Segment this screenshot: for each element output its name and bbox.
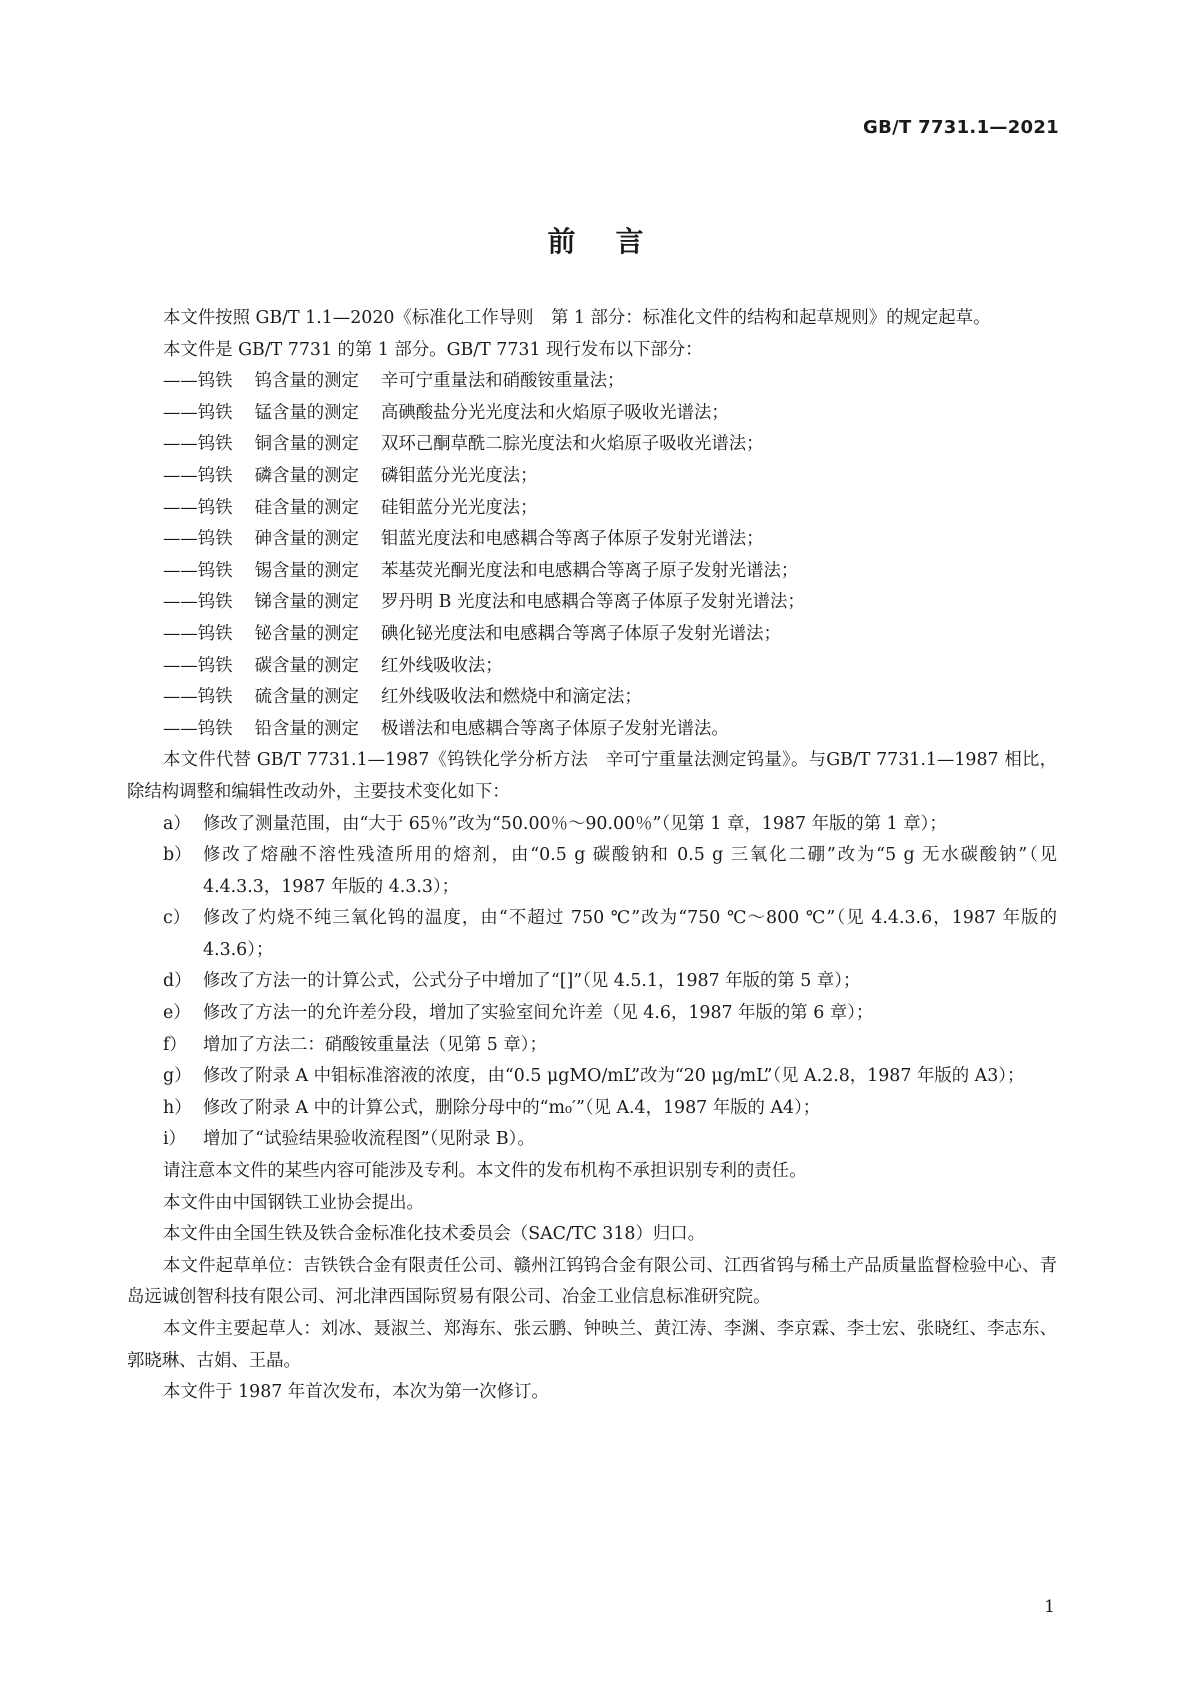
part-element: 锰含量的测定: [254, 402, 359, 423]
part-method: 罗丹明 B 光度法和电感耦合等离子体原子发射光谱法；: [380, 592, 805, 613]
change-text: 修改了附录 A 中钼标准溶液的浓度，由“0.5 μgMO/mL”改为“20 μg/mL”（见 A.2.8，1987 年版的 A3）；: [203, 1066, 1025, 1087]
closing-paragraph: 本文件由中国钢铁工业协会提出。: [163, 1192, 424, 1213]
part-product: ——钨铁: [163, 687, 233, 708]
part-item: [127, 556, 1057, 588]
part-element: 锡含量的测定: [254, 560, 359, 581]
change-text: 修改了熔融不溶性残渣所用的熔剂，由“0.5 g 碳酸钠和 0.5 g 三氧化二硼”改为“5 g 无水碳酸钠”（见 4.4.3.3，1987 年版的 4.3.3）；: [203, 845, 1057, 897]
parts-list: [127, 366, 1057, 745]
part-item: [127, 366, 1057, 398]
part-product: ——钨铁: [163, 402, 233, 423]
part-element: 硅含量的测定: [254, 497, 359, 518]
part-element: 磷含量的测定: [254, 465, 359, 486]
part-product: ——钨铁: [163, 529, 233, 550]
closing-paragraph: 本文件于 1987 年首次发布，本次为第一次修订。: [163, 1382, 549, 1403]
part-product: ——钨铁: [163, 560, 233, 581]
part-item: [127, 429, 1057, 461]
part-method: 双环己酮草酰二腙光度法和火焰原子吸收光谱法；: [380, 434, 764, 455]
change-item: [127, 1124, 1057, 1156]
change-item: [127, 840, 1057, 903]
page-number: 1: [1044, 1597, 1055, 1617]
part-item: [127, 493, 1057, 525]
replace-paragraph: 本文件代替 GB/T 7731.1—1987《钨铁化学分析方法 辛可宁重量法测定钨量》。与GB/T 7731.1—1987 相比，除结构调整和编辑性改动外，主要技术变化如下：: [127, 750, 1057, 802]
part-element: 砷含量的测定: [254, 529, 359, 550]
part-element: 铜含量的测定: [254, 434, 359, 455]
change-label: c）: [163, 908, 191, 929]
change-label: b）: [163, 845, 192, 866]
change-label: h）: [163, 1097, 192, 1118]
part-product: ——钨铁: [163, 434, 233, 455]
part-item: [127, 651, 1057, 683]
part-product: ——钨铁: [163, 718, 233, 739]
part-product: ——钨铁: [163, 497, 233, 518]
change-item: [127, 809, 1057, 841]
part-item: [127, 398, 1057, 430]
page-title: 前言: [547, 225, 684, 258]
change-item: [127, 998, 1057, 1030]
part-element: 铅含量的测定: [254, 718, 359, 739]
part-element: 锑含量的测定: [254, 592, 359, 613]
part-item: [127, 587, 1057, 619]
part-product: ——钨铁: [163, 655, 233, 676]
part-product: ——钨铁: [163, 592, 233, 613]
part-product: ——钨铁: [163, 465, 233, 486]
part-method: 硅钼蓝分光光度法；: [380, 497, 538, 518]
change-item: [127, 1093, 1057, 1125]
change-label: e）: [163, 1003, 191, 1024]
standard-number: GB/T 7731.1—2021: [863, 117, 1059, 138]
part-product: ——钨铁: [163, 623, 233, 644]
closing-paragraph: 本文件起草单位：吉铁铁合金有限责任公司、赣州江钨钨合金有限公司、江西省钨与稀土产品质量监督检验中心、青岛远诚创智科技有限公司、河北津西国际贸易有限公司、冶金工业信息标准研究院。: [127, 1255, 1057, 1308]
part-method: 磷钼蓝分光光度法；: [380, 465, 538, 486]
part-item: [127, 461, 1057, 493]
change-text: 修改了灼烧不纯三氧化钨的温度，由“不超过 750 ℃”改为“750 ℃～800 ℃”（见 4.4.3.6，1987 年版的 4.3.6）；: [203, 908, 1057, 960]
part-method: 苯基荧光酮光度法和电感耦合等离子原子发射光谱法；: [380, 560, 799, 581]
part-method: 钼蓝光度法和电感耦合等离子体原子发射光谱法；: [380, 529, 764, 550]
part-method: 高碘酸盐分光光度法和火焰原子吸收光谱法；: [380, 402, 729, 423]
change-label: f）: [163, 1034, 187, 1055]
part-method: 红外线吸收法和燃烧中和滴定法；: [380, 687, 642, 708]
closing-paragraph: 本文件由全国生铁及铁合金标准化技术委员会（SAC/TC 318）归口。: [163, 1224, 706, 1245]
part-element: 硫含量的测定: [254, 687, 359, 708]
part-item: [127, 619, 1057, 651]
part-method: 辛可宁重量法和硝酸铵重量法；: [380, 371, 625, 392]
change-label: d）: [163, 971, 192, 992]
part-method: 极谱法和电感耦合等离子体原子发射光谱法。: [380, 718, 729, 739]
part-method: 红外线吸收法；: [380, 655, 503, 676]
change-item: [127, 1061, 1057, 1093]
part-item: [127, 524, 1057, 556]
part-item: [127, 714, 1057, 746]
change-text: 修改了方法一的计算公式，公式分子中增加了“[]”（见 4.5.1，1987 年版的第 5 章）；: [203, 971, 861, 992]
change-text: 修改了附录 A 中的计算公式，删除分母中的“m₀′”（见 A.4，1987 年版的 A4）；: [203, 1097, 821, 1118]
document-body: [127, 303, 1057, 1409]
change-text: 增加了方法二：硝酸铵重量法（见第 5 章）；: [203, 1034, 547, 1055]
closing-paragraph: 本文件主要起草人：刘冰、聂淑兰、郑海东、张云鹏、钟映兰、黄江涛、李渊、李京霖、李士宏、张晓红、李志东、郭晓琳、古娟、王晶。: [127, 1319, 1057, 1371]
change-text: 修改了测量范围，由“大于 65％”改为“50.00％～90.00％”（见第 1 章，1987 年版的第 1 章）；: [203, 813, 947, 834]
intro-paragraph: 本文件按照 GB/T 1.1—2020《标准化工作导则 第 1 部分：标准化文件的结构和起草规则》的规定起草。: [163, 308, 991, 328]
part-item: [127, 682, 1057, 714]
closing-paragraph: 请注意本文件的某些内容可能涉及专利。本文件的发布机构不承担识别专利的责任。: [163, 1161, 807, 1182]
part-method: 碘化铋光度法和电感耦合等离子体原子发射光谱法；: [380, 623, 781, 644]
part-element: 钨含量的测定: [254, 371, 359, 392]
change-text: 增加了“试验结果验收流程图”（见附录 B）。: [203, 1129, 535, 1150]
changes-list: [127, 809, 1057, 1157]
change-item: [127, 1030, 1057, 1062]
change-label: a）: [163, 813, 191, 834]
intro-paragraph: 本文件是 GB/T 7731 的第 1 部分。GB/T 7731 现行发布以下部分：: [163, 339, 703, 360]
part-element: 铋含量的测定: [254, 623, 359, 644]
change-text: 修改了方法一的允许差分段，增加了实验室间允许差（见 4.6，1987 年版的第 6 章）；: [203, 1003, 874, 1024]
part-element: 碳含量的测定: [254, 655, 359, 676]
part-product: ——钨铁: [163, 371, 233, 392]
change-item: [127, 903, 1057, 966]
change-item: [127, 966, 1057, 998]
change-label: i）: [163, 1129, 186, 1150]
change-label: g）: [163, 1066, 192, 1087]
